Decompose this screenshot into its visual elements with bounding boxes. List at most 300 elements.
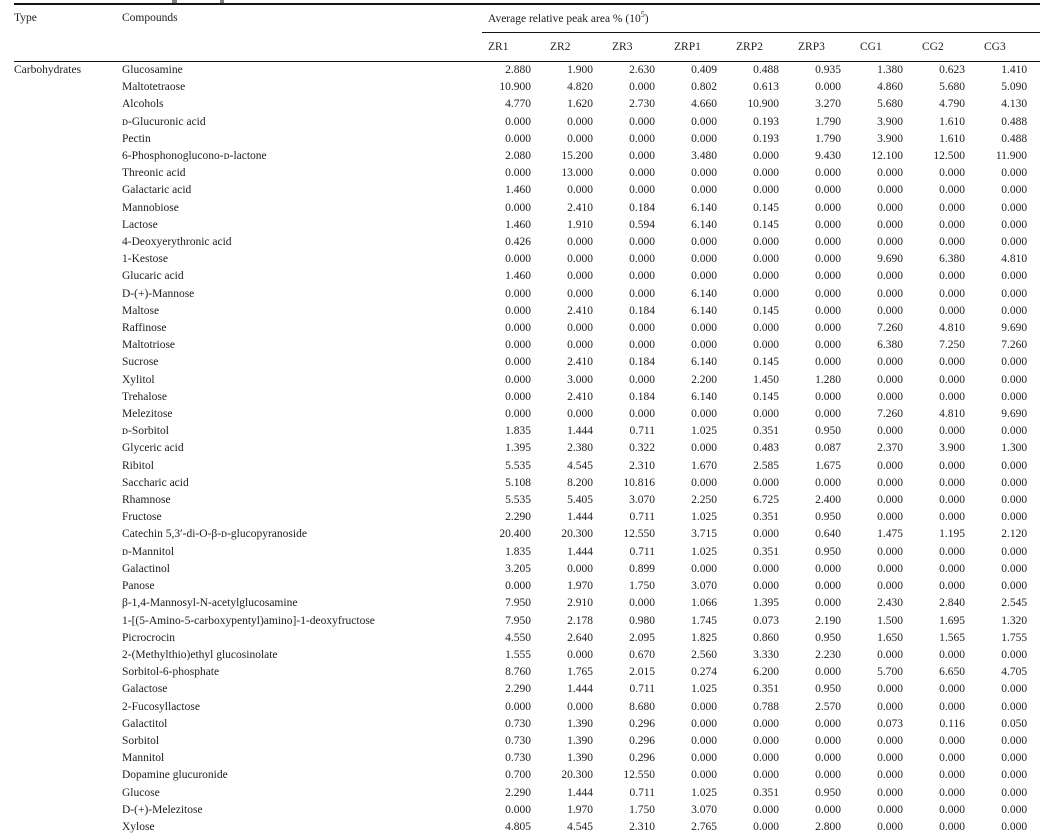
value-cell: 0.000: [815, 201, 841, 214]
value-cell: 1.025: [691, 425, 717, 438]
value-cell: 0.000: [1001, 562, 1028, 575]
value-cell: 6.140: [691, 218, 717, 231]
value-cell: 4.805: [505, 820, 531, 833]
type-cell: [14, 578, 122, 595]
compound-cell: ᴅ-Glucuronic acid: [122, 115, 206, 128]
compound-cell: D-(+)-Mannose: [122, 287, 195, 300]
value-cell: 0.184: [629, 201, 655, 214]
table-row: [14, 165, 1040, 182]
value-cell: 0.000: [753, 580, 779, 593]
value-cell: 2.370: [877, 442, 903, 455]
value-cell: 0.711: [629, 511, 655, 524]
value-cell: 2.640: [567, 631, 593, 644]
column-header-zr2: ZR2: [544, 33, 606, 62]
value-cell: 0.000: [567, 236, 593, 249]
value-cell: 0.000: [939, 476, 965, 489]
value-cell: 0.000: [753, 820, 779, 833]
value-cell: 0.000: [1001, 390, 1028, 403]
value-cell: 2.290: [505, 511, 531, 524]
value-cell: 2.880: [505, 64, 531, 76]
value-cell: 0.193: [753, 115, 779, 128]
value-cell: 3.270: [815, 98, 841, 111]
value-cell: 1.066: [691, 597, 717, 610]
value-cell: 0.000: [815, 184, 841, 197]
value-cell: 0.000: [505, 304, 531, 317]
value-cell: 0.000: [815, 356, 841, 369]
value-cell: 0.000: [1001, 786, 1028, 799]
value-cell: 0.000: [1001, 184, 1028, 197]
value-cell: 0.000: [1001, 769, 1028, 782]
value-cell: 0.000: [691, 184, 717, 197]
value-cell: 1.790: [815, 132, 841, 145]
value-cell: 0.000: [939, 356, 965, 369]
value-cell: 0.000: [753, 150, 779, 163]
compound-cell: Glyceric acid: [122, 442, 184, 455]
value-cell: 0.000: [753, 803, 779, 816]
value-cell: 1.280: [815, 373, 841, 386]
type-cell: [14, 630, 122, 647]
table-row: [14, 595, 1040, 612]
value-cell: 0.000: [753, 717, 779, 730]
type-cell: [14, 251, 122, 268]
value-cell: 4.705: [1001, 666, 1028, 679]
value-cell: 5.108: [505, 476, 531, 489]
value-cell: 0.000: [753, 752, 779, 765]
value-cell: 0.000: [877, 803, 903, 816]
value-cell: 0.000: [877, 700, 903, 713]
table-row: [14, 733, 1040, 750]
value-cell: 0.000: [691, 322, 717, 335]
value-cell: 0.116: [939, 717, 965, 730]
value-cell: 4.810: [939, 322, 965, 335]
type-cell: [14, 544, 122, 561]
value-cell: 0.000: [505, 356, 531, 369]
compound-cell: Threonic acid: [122, 167, 186, 180]
value-cell: 0.000: [505, 201, 531, 214]
compound-cell: Glucosamine: [122, 64, 183, 76]
value-cell: 1.475: [877, 528, 903, 541]
compounds-column-header: Compounds: [122, 4, 482, 62]
type-cell: [14, 767, 122, 784]
value-cell: 10.816: [623, 476, 655, 489]
value-cell: 0.000: [1001, 580, 1028, 593]
value-cell: 1.300: [1001, 442, 1028, 455]
compound-cell: Saccharic acid: [122, 476, 189, 489]
value-cell: 0.087: [815, 442, 841, 455]
value-cell: 0.488: [1001, 115, 1028, 128]
value-cell: 1.390: [567, 717, 593, 730]
value-cell: 0.000: [939, 562, 965, 575]
value-cell: 0.000: [505, 700, 531, 713]
value-cell: 15.200: [561, 150, 593, 163]
type-cell: [14, 802, 122, 819]
value-cell: 0.000: [939, 752, 965, 765]
table-row: [14, 578, 1040, 595]
value-cell: 2.080: [505, 150, 531, 163]
table-row: [14, 664, 1040, 681]
value-cell: 6.725: [753, 494, 779, 507]
value-cell: 0.000: [939, 769, 965, 782]
type-cell: [14, 733, 122, 750]
value-cell: 1.444: [567, 683, 593, 696]
compound-cell: Sucrose: [122, 356, 159, 369]
value-cell: 1.444: [567, 511, 593, 524]
value-cell: 2.178: [567, 614, 593, 627]
value-cell: 1.675: [815, 459, 841, 472]
value-cell: 0.000: [877, 752, 903, 765]
table-row: [14, 767, 1040, 784]
value-cell: 1.450: [753, 373, 779, 386]
value-cell: 0.000: [1001, 803, 1028, 816]
value-cell: 0.000: [753, 562, 779, 575]
type-cell: [14, 354, 122, 371]
table-row: [14, 647, 1040, 664]
value-cell: 0.000: [939, 545, 965, 558]
value-cell: 0.000: [691, 339, 717, 352]
compound-cell: β-1,4-Mannosyl-N-acetylglucosamine: [122, 597, 298, 610]
value-cell: 0.000: [877, 201, 903, 214]
value-cell: 6.380: [877, 339, 903, 352]
value-cell: 0.000: [877, 580, 903, 593]
value-cell: 0.802: [691, 81, 717, 94]
value-cell: 0.000: [629, 408, 655, 421]
value-cell: 0.935: [815, 64, 841, 76]
value-cell: 0.000: [877, 769, 903, 782]
value-cell: 0.000: [567, 700, 593, 713]
type-cell: [14, 647, 122, 664]
column-header-zrp3: ZRP3: [792, 33, 854, 62]
value-cell: 2.230: [815, 648, 841, 661]
type-cell: [14, 320, 122, 337]
type-cell: [14, 526, 122, 543]
value-cell: 0.000: [1001, 545, 1028, 558]
value-cell: 0.000: [939, 734, 965, 747]
value-cell: 0.000: [815, 270, 841, 283]
value-cell: 0.000: [691, 115, 717, 128]
value-cell: 7.260: [877, 408, 903, 421]
table-row: [14, 458, 1040, 475]
value-cell: 0.000: [877, 562, 903, 575]
table-row: [14, 544, 1040, 561]
value-cell: 1.025: [691, 786, 717, 799]
compound-cell: Dopamine glucuronide: [122, 769, 228, 782]
value-cell: 0.000: [1001, 201, 1028, 214]
compound-cell: Mannobiose: [122, 201, 179, 214]
value-cell: 2.250: [691, 494, 717, 507]
table-row: [14, 268, 1040, 285]
value-cell: 0.351: [753, 786, 779, 799]
value-cell: 0.000: [753, 322, 779, 335]
type-column-header: Type: [14, 4, 122, 62]
table-row: [14, 630, 1040, 647]
value-cell: 10.900: [747, 98, 779, 111]
value-cell: 0.000: [1001, 734, 1028, 747]
type-cell: [14, 440, 122, 457]
column-header-zr1: ZR1: [482, 33, 544, 62]
value-cell: 2.800: [815, 820, 841, 833]
value-cell: 0.000: [815, 717, 841, 730]
value-cell: 0.000: [877, 373, 903, 386]
value-cell: 1.835: [505, 545, 531, 558]
type-cell: [14, 200, 122, 217]
value-cell: 2.380: [567, 442, 593, 455]
value-cell: 0.000: [505, 322, 531, 335]
value-cell: 2.730: [629, 98, 655, 111]
value-cell: 0.950: [815, 786, 841, 799]
table-row: [14, 337, 1040, 354]
table-row: [14, 475, 1040, 492]
column-header-cg1: CG1: [854, 33, 916, 62]
value-cell: 2.120: [1001, 528, 1028, 541]
value-cell: 0.000: [629, 597, 655, 610]
value-cell: 0.000: [629, 132, 655, 145]
compound-cell: Picrocrocin: [122, 631, 176, 644]
value-cell: 0.000: [815, 167, 841, 180]
value-cell: 0.000: [877, 786, 903, 799]
value-cell: 12.100: [871, 150, 903, 163]
value-cell: 6.140: [691, 287, 717, 300]
value-cell: 4.550: [505, 631, 531, 644]
table-row: [14, 131, 1040, 148]
type-cell: Carbohydrates: [14, 64, 82, 76]
value-cell: 0.950: [815, 545, 841, 558]
table-body: [14, 62, 1040, 837]
value-cell: 0.000: [939, 648, 965, 661]
value-cell: 4.130: [1001, 98, 1028, 111]
value-cell: 0.000: [1001, 373, 1028, 386]
value-cell: 0.351: [753, 545, 779, 558]
value-cell: 0.000: [1001, 752, 1028, 765]
value-cell: 1.745: [691, 614, 717, 627]
value-cell: 0.000: [939, 803, 965, 816]
value-cell: 4.810: [1001, 253, 1028, 266]
value-cell: 1.460: [505, 218, 531, 231]
table-row: [14, 200, 1040, 217]
value-cell: 1.695: [939, 614, 965, 627]
value-cell: 1.390: [567, 752, 593, 765]
peak-area-table: [14, 3, 1040, 836]
value-cell: 0.000: [939, 304, 965, 317]
value-cell: 0.000: [753, 167, 779, 180]
value-cell: 2.400: [815, 494, 841, 507]
value-cell: 2.410: [567, 304, 593, 317]
compound-cell: Maltotetraose: [122, 81, 186, 94]
table-row: [14, 819, 1040, 836]
value-cell: 0.711: [629, 545, 655, 558]
value-cell: 4.810: [939, 408, 965, 421]
value-cell: 1.790: [815, 115, 841, 128]
value-cell: 0.000: [505, 167, 531, 180]
value-cell: 0.594: [629, 218, 655, 231]
value-cell: 1.025: [691, 545, 717, 558]
type-cell: [14, 613, 122, 630]
value-cell: 8.680: [629, 700, 655, 713]
value-cell: 0.000: [567, 408, 593, 421]
value-cell: 0.000: [939, 700, 965, 713]
value-cell: 1.825: [691, 631, 717, 644]
value-cell: 7.950: [505, 597, 531, 610]
value-cell: 0.000: [939, 373, 965, 386]
column-header-zr3: ZR3: [606, 33, 668, 62]
value-cell: 1.460: [505, 184, 531, 197]
type-cell: [14, 372, 122, 389]
value-cell: 6.380: [939, 253, 965, 266]
value-cell: 0.000: [753, 184, 779, 197]
table-row: [14, 389, 1040, 406]
type-cell: [14, 286, 122, 303]
value-cell: 1.650: [877, 631, 903, 644]
value-cell: 1.380: [877, 64, 903, 76]
value-cell: 0.488: [753, 64, 779, 76]
value-cell: 0.274: [691, 666, 717, 679]
value-cell: 0.000: [877, 683, 903, 696]
compound-cell: 6-Phosphonoglucono-ᴅ-lactone: [122, 150, 267, 163]
value-cell: 0.322: [629, 442, 655, 455]
value-cell: 5.680: [877, 98, 903, 111]
value-cell: 0.073: [877, 717, 903, 730]
value-cell: 0.000: [877, 184, 903, 197]
value-cell: 0.000: [629, 150, 655, 163]
value-cell: 9.430: [815, 150, 841, 163]
compound-cell: Trehalose: [122, 390, 167, 403]
compound-cell: Fructose: [122, 511, 162, 524]
table-row: [14, 62, 1040, 80]
compound-cell: Alcohols: [122, 98, 164, 111]
value-cell: 0.000: [629, 373, 655, 386]
compound-cell: 2-(Methylthio)ethyl glucosinolate: [122, 648, 278, 661]
value-cell: 0.000: [815, 253, 841, 266]
table-row: [14, 492, 1040, 509]
compound-cell: Xylose: [122, 820, 155, 833]
value-cell: 2.200: [691, 373, 717, 386]
value-cell: 0.000: [753, 528, 779, 541]
value-cell: 0.000: [691, 167, 717, 180]
value-cell: 1.460: [505, 270, 531, 283]
column-header-zrp1: ZRP1: [668, 33, 730, 62]
value-cell: 0.640: [815, 528, 841, 541]
value-cell: 1.025: [691, 683, 717, 696]
area-group-header-exponent: 5: [640, 9, 645, 19]
value-cell: 0.488: [1001, 132, 1028, 145]
value-cell: 0.000: [1001, 304, 1028, 317]
value-cell: 0.000: [1001, 270, 1028, 283]
table-row: [14, 526, 1040, 543]
value-cell: 0.000: [877, 304, 903, 317]
value-cell: 2.410: [567, 356, 593, 369]
compound-cell: ᴅ-Sorbitol: [122, 425, 169, 438]
value-cell: 0.000: [567, 339, 593, 352]
value-cell: 0.000: [815, 322, 841, 335]
value-cell: 1.444: [567, 425, 593, 438]
value-cell: 0.000: [691, 270, 717, 283]
value-cell: 0.000: [939, 236, 965, 249]
value-cell: 0.000: [1001, 700, 1028, 713]
value-cell: 0.000: [567, 322, 593, 335]
value-cell: 1.395: [505, 442, 531, 455]
value-cell: 0.000: [505, 287, 531, 300]
value-cell: 0.711: [629, 786, 655, 799]
table-row: [14, 114, 1040, 131]
value-cell: 0.296: [629, 734, 655, 747]
value-cell: 0.950: [815, 631, 841, 644]
value-cell: 0.000: [815, 562, 841, 575]
type-cell: [14, 492, 122, 509]
value-cell: 1.835: [505, 425, 531, 438]
value-cell: 0.000: [815, 408, 841, 421]
value-cell: 5.535: [505, 494, 531, 507]
value-cell: 0.000: [877, 218, 903, 231]
value-cell: 0.000: [505, 803, 531, 816]
value-cell: 0.184: [629, 304, 655, 317]
value-cell: 0.296: [629, 717, 655, 730]
value-cell: 0.000: [1001, 648, 1028, 661]
value-cell: 3.900: [939, 442, 965, 455]
value-cell: 0.000: [1001, 356, 1028, 369]
value-cell: 2.095: [629, 631, 655, 644]
value-cell: 0.613: [753, 81, 779, 94]
value-cell: 0.000: [567, 270, 593, 283]
type-cell: [14, 165, 122, 182]
value-cell: 7.250: [939, 339, 965, 352]
value-cell: 2.430: [877, 597, 903, 610]
value-cell: 0.000: [939, 459, 965, 472]
value-cell: 2.560: [691, 648, 717, 661]
value-cell: 0.000: [815, 287, 841, 300]
value-cell: 0.000: [877, 236, 903, 249]
value-cell: 1.670: [691, 459, 717, 472]
value-cell: 0.000: [691, 442, 717, 455]
column-header-cg3: CG3: [978, 33, 1040, 62]
type-cell: [14, 131, 122, 148]
value-cell: 2.310: [629, 820, 655, 833]
compound-cell: Galactose: [122, 683, 168, 696]
value-cell: 0.000: [877, 820, 903, 833]
value-cell: 0.000: [753, 236, 779, 249]
value-cell: 0.000: [691, 734, 717, 747]
value-cell: 3.070: [691, 580, 717, 593]
table-row: [14, 79, 1040, 96]
value-cell: 0.000: [815, 304, 841, 317]
type-cell: [14, 509, 122, 526]
value-cell: 0.623: [939, 64, 965, 76]
value-cell: 0.000: [567, 115, 593, 128]
table-row: [14, 182, 1040, 199]
value-cell: 0.860: [753, 631, 779, 644]
table-row: [14, 440, 1040, 457]
value-cell: 0.483: [753, 442, 779, 455]
value-cell: 0.000: [505, 132, 531, 145]
value-cell: 5.405: [567, 494, 593, 507]
table-row: [14, 354, 1040, 371]
value-cell: 2.765: [691, 820, 717, 833]
value-cell: 0.000: [567, 184, 593, 197]
value-cell: 0.000: [877, 545, 903, 558]
value-cell: 0.000: [629, 184, 655, 197]
value-cell: 0.980: [629, 614, 655, 627]
table-row: [14, 750, 1040, 767]
value-cell: 0.000: [505, 373, 531, 386]
value-cell: 0.000: [567, 253, 593, 266]
value-cell: 1.500: [877, 614, 903, 627]
compound-cell: Xylitol: [122, 373, 155, 386]
type-cell: [14, 182, 122, 199]
value-cell: 4.660: [691, 98, 717, 111]
value-cell: 7.260: [1001, 339, 1028, 352]
value-cell: 1.565: [939, 631, 965, 644]
value-cell: 0.000: [877, 734, 903, 747]
value-cell: 1.444: [567, 786, 593, 799]
value-cell: 0.000: [505, 580, 531, 593]
